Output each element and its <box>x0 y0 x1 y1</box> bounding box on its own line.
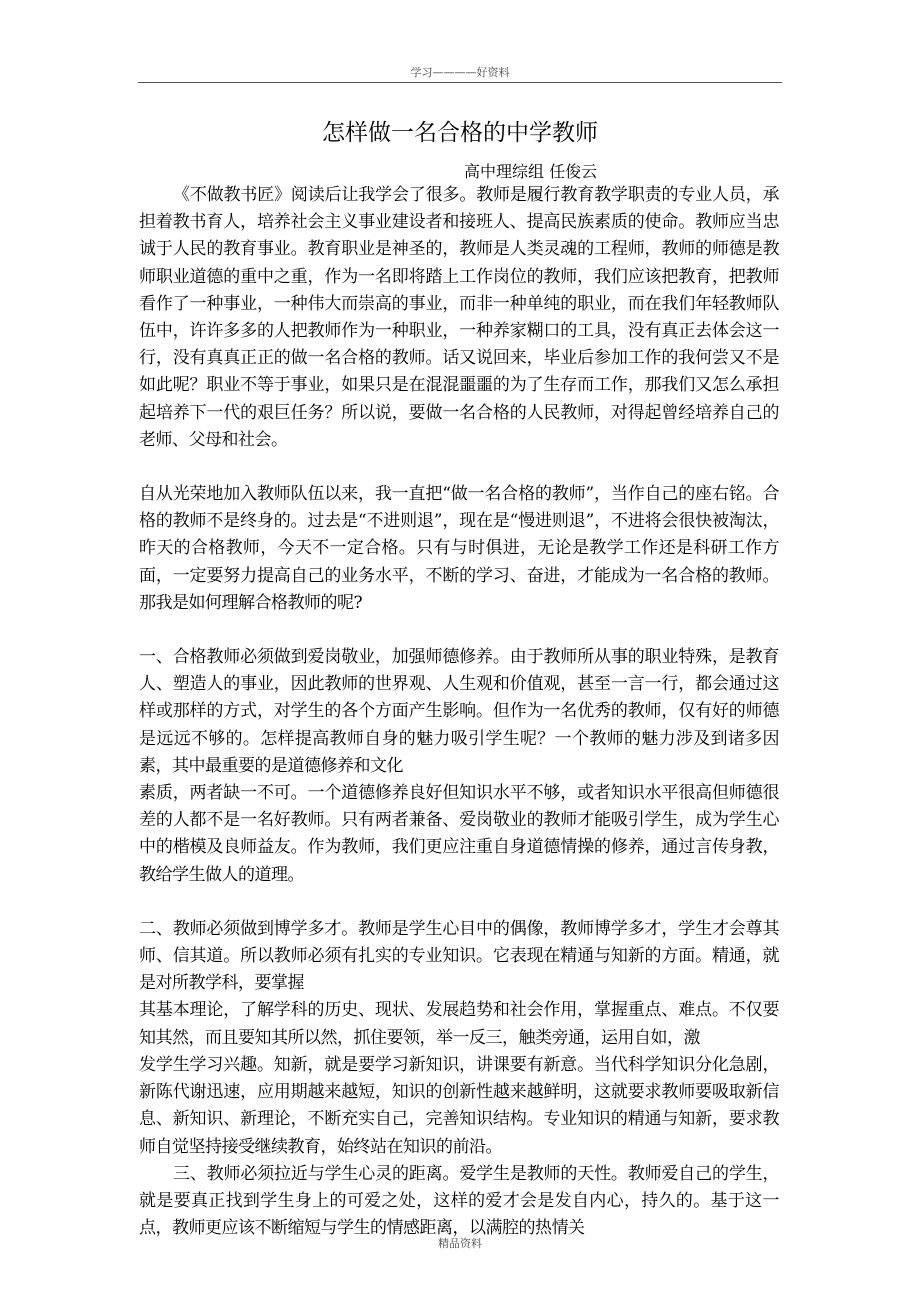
paragraph-point-one-cont: 素质，两者缺一不可。一个道德修养良好但知识水平不够，或者知识水平很高但师德很差的人都不是一名好教师。只有两者兼备、爱岗敬业的教师才能吸引学生，成为学生心中的楷模及良师益友。作为教师，我们更应注重自身道德情操的修养，通过言传身教，教给学生做人的道理。 <box>139 783 779 885</box>
paragraph-point-three: 三、教师必须拉近与学生心灵的距离。爱学生是教师的天性。教师爱自己的学生，就是要真正找到学生身上的可爱之处，这样的爱才会是发自内心，持久的。基于这一点，教师更应该不断缩短与学生的情感距离，以满腔的热情关 <box>139 1163 779 1239</box>
paragraph-intro: 《不做教书匠》阅读后让我学会了很多。教师是履行教育教学职责的专业人员，承担着教书育人，培养社会主义事业建设者和接班人、提高民族素质的使命。教师应当忠诚于人民的教育事业。教育职业是神圣的，教师是人类灵魂的工程师，教师的师德是教师职业道德的重中之重，作为一名即将踏上工作岗位的教师，我们应该把教育，把教师看作了一种事业，一种伟大而崇高的事业，而非一种单纯的职业，而在我们年轻教师队伍中，许许多多的人把教师作为一种职业，一种养家糊口的工具，没有真正去体会这一行，没有真真正正的做一名合格的教师。话又说回来，毕业后参加工作的我何尝又不是如此呢？职业不等于事业，如果只是在混混噩噩的为了生存而工作，那我们又怎么承担起培养下一代的艰巨任务？所以说，要做一名合格的人民教师，对得起曾经培养自己的老师、父母和社会。 <box>139 185 779 450</box>
paragraph-point-two-cont-a: 其基本理论，了解学科的历史、现状、发展趋势和社会作用，掌握重点、难点。不仅要知其然，而且要知其所以然，抓住要领，举一反三，触类旁通，运用自如，激 <box>139 1000 779 1048</box>
paragraph-point-two: 二、教师必须做到博学多才。教师是学生心目中的偶像，教师博学多才，学生才会尊其师、信其道。所以教师必须有扎实的专业知识。它表现在精通与知新的方面。精通，就是对所教学科，要掌握 <box>139 918 779 994</box>
paragraph-motto: 自从光荣地加入教师队伍以来，我一直把“做一名合格的教师”，当作自己的座右铭。合格的教师不是终身的。过去是“不进则退”，现在是“慢进则退”，不进将会很快被淘汰，昨天的合格教师，今天不一定合格。只有与时俱进，无论是教学工作还是科研工作方面，一定要努力提高自己的业务水平，不断的学习、奋进，才能成为一名合格的教师。那我是如何理解合格教师的呢? <box>139 484 779 613</box>
document-body <box>139 182 779 1242</box>
paragraph-point-one: 一、合格教师必须做到爱岗敬业，加强师德修养。由于教师所从事的职业特殊，是教育人、塑造人的事业，因此教师的世界观、人生观和价值观，甚至一言一行，都会通过这样或那样的方式，对学生的各个方面产生影响。但作为一名优秀的教师，仅有好的师德是远远不够的。怎样提高教师自身的魅力吸引学生呢？一个教师的魅力涉及到诸多因素，其中最重要的是道德修养和文化 <box>139 647 779 776</box>
header-rule <box>138 82 782 83</box>
page-footer: 精品资料 <box>438 1237 482 1250</box>
paragraph-point-two-cont-b: 发学生学习兴趣。知新，就是要学习新知识，讲课要有新意。当代科学知识分化急剧，新陈代谢迅速，应用期越来越短，知识的创新性越来越鲜明，这就要求教师要吸取新信息、新知识、新理论，不断充实自己，完善知识结构。专业知识的精通与知新，要求教师自觉坚持接受继续教育，始终站在知识的前沿。 <box>139 1054 779 1157</box>
document-title: 怎样做一名合格的中学教师 <box>322 120 598 146</box>
page-header: 学习————好资料 <box>410 66 510 79</box>
document-author: 高中理综组 任俊云 <box>464 162 598 181</box>
